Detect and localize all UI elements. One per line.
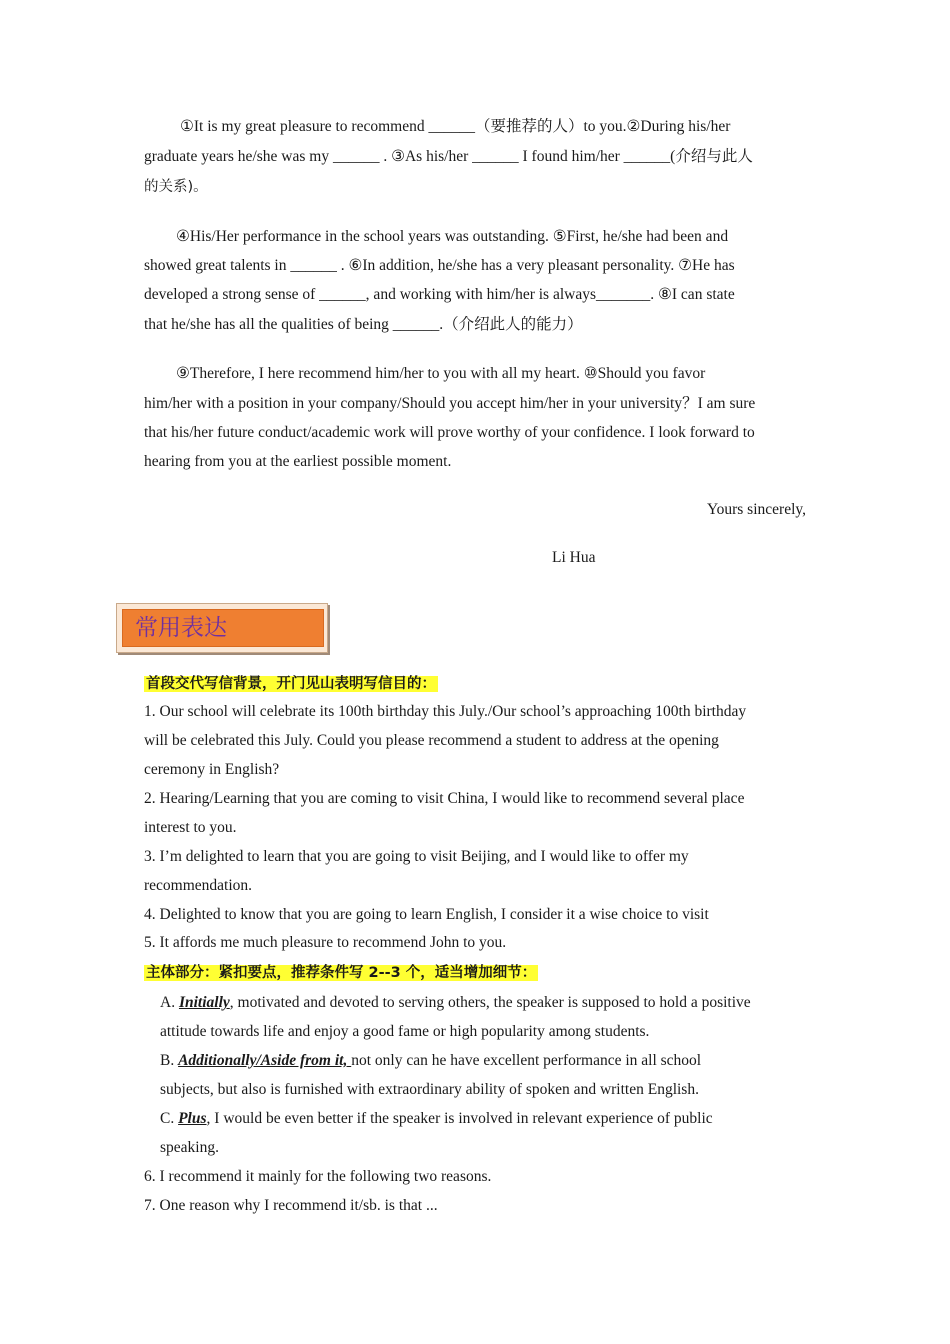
sub-b-keyword: Additionally/Aside from it, xyxy=(178,1052,352,1069)
sub-b-text: not only can he have excellent performance in all school xyxy=(351,1052,702,1069)
sub-b-line1 xyxy=(160,1050,701,1072)
letter-p1-line2: graduate years he/she was my ______ . ③As his/her ______ I found him/her ______(介绍与此人 xyxy=(144,148,753,165)
letter-p1-line1: ①It is my great pleasure to recommend ______（要推荐的人）to you.②During his/her xyxy=(180,118,731,135)
letter-p2-line1: ④His/Her performance in the school years was outstanding. ⑤First, he/she had been and xyxy=(176,228,729,245)
letter-p3-line3: that his/her future conduct/academic work will prove worthy of your confidence. I look forward to xyxy=(144,424,755,441)
opening-heading-line xyxy=(144,673,438,695)
expr-item-1a: 1. Our school will celebrate its 100th birthday this July./Our school’s approaching 100th birthday xyxy=(144,703,747,720)
letter-p3-line1: ⑨Therefore, I here recommend him/her to you with all my heart. ⑩Should you favor xyxy=(176,365,706,382)
sub-c-line2: speaking. xyxy=(160,1139,219,1156)
letter-signature: Li Hua xyxy=(552,549,596,566)
sub-a-text: , motivated and devoted to serving others, the speaker is supposed to hold a positive xyxy=(229,994,751,1011)
section-title-box xyxy=(116,603,328,653)
expr-item-1b: will be celebrated this July. Could you please recommend a student to address at the opening xyxy=(144,732,719,749)
letter-p2-line4: that he/she has all the qualities of being ______.（介绍此人的能力） xyxy=(144,316,583,333)
section-title-fill xyxy=(122,609,324,647)
expr-item-6: 6. I recommend it mainly for the following two reasons. xyxy=(144,1168,492,1185)
letter-p3-line4: hearing from you at the earliest possible moment. xyxy=(144,453,452,470)
letter-p3-line2: him/her with a position in your company/Should you accept him/her in your university？I am sure xyxy=(144,395,756,412)
letter-p2-line2: showed great talents in ______ . ⑥In addition, he/she has a very pleasant personality. ⑦He has xyxy=(144,257,735,274)
opening-heading: 首段交代写信背景，开门见山表明写信目的： xyxy=(146,676,436,692)
expr-item-2b: interest to you. xyxy=(144,819,237,836)
sub-a-line2: attitude towards life and enjoy a good fame or high popularity among students. xyxy=(160,1023,650,1040)
sub-a-keyword: Initially xyxy=(178,994,230,1011)
expr-item-7: 7. One reason why I recommend it/sb. is that ... xyxy=(144,1197,438,1214)
sub-b-line2: subjects, but also is furnished with extraordinary ability of spoken and written English. xyxy=(160,1081,699,1098)
expr-item-3a: 3. I’m delighted to learn that you are going to visit Beijing, and I would like to offer my xyxy=(144,848,689,865)
expr-item-5: 5. It affords me much pleasure to recommend John to you. xyxy=(144,934,507,951)
sub-a-prefix: A. xyxy=(160,994,179,1011)
section-title: 常用表达 xyxy=(135,615,227,641)
body-heading-line xyxy=(144,962,538,984)
letter-p2-line3: developed a strong sense of ______, and working with him/her is always_______. ⑧I can state xyxy=(144,286,735,303)
expr-item-2a: 2. Hearing/Learning that you are coming to visit China, I would like to recommend several place xyxy=(144,790,745,807)
expr-item-1c: ceremony in English? xyxy=(144,761,280,778)
sub-c-keyword: Plus xyxy=(178,1110,207,1127)
sub-c-text: , I would be even better if the speaker is involved in relevant experience of public xyxy=(206,1110,713,1127)
body-heading: 主体部分：紧扣要点，推荐条件写 2--3 个，适当增加细节： xyxy=(146,965,537,981)
sub-b-prefix: B. xyxy=(160,1052,179,1069)
letter-closing: Yours sincerely, xyxy=(706,501,806,518)
expr-item-3b: recommendation. xyxy=(144,877,253,894)
sub-a-line1 xyxy=(160,992,751,1014)
expr-item-4: 4. Delighted to know that you are going to learn English, I consider it a wise choice to visit xyxy=(144,906,709,923)
sub-c-line1 xyxy=(160,1108,713,1130)
letter-p1-line3: 的关系)。 xyxy=(144,179,208,195)
sub-c-prefix: C. xyxy=(160,1110,179,1127)
